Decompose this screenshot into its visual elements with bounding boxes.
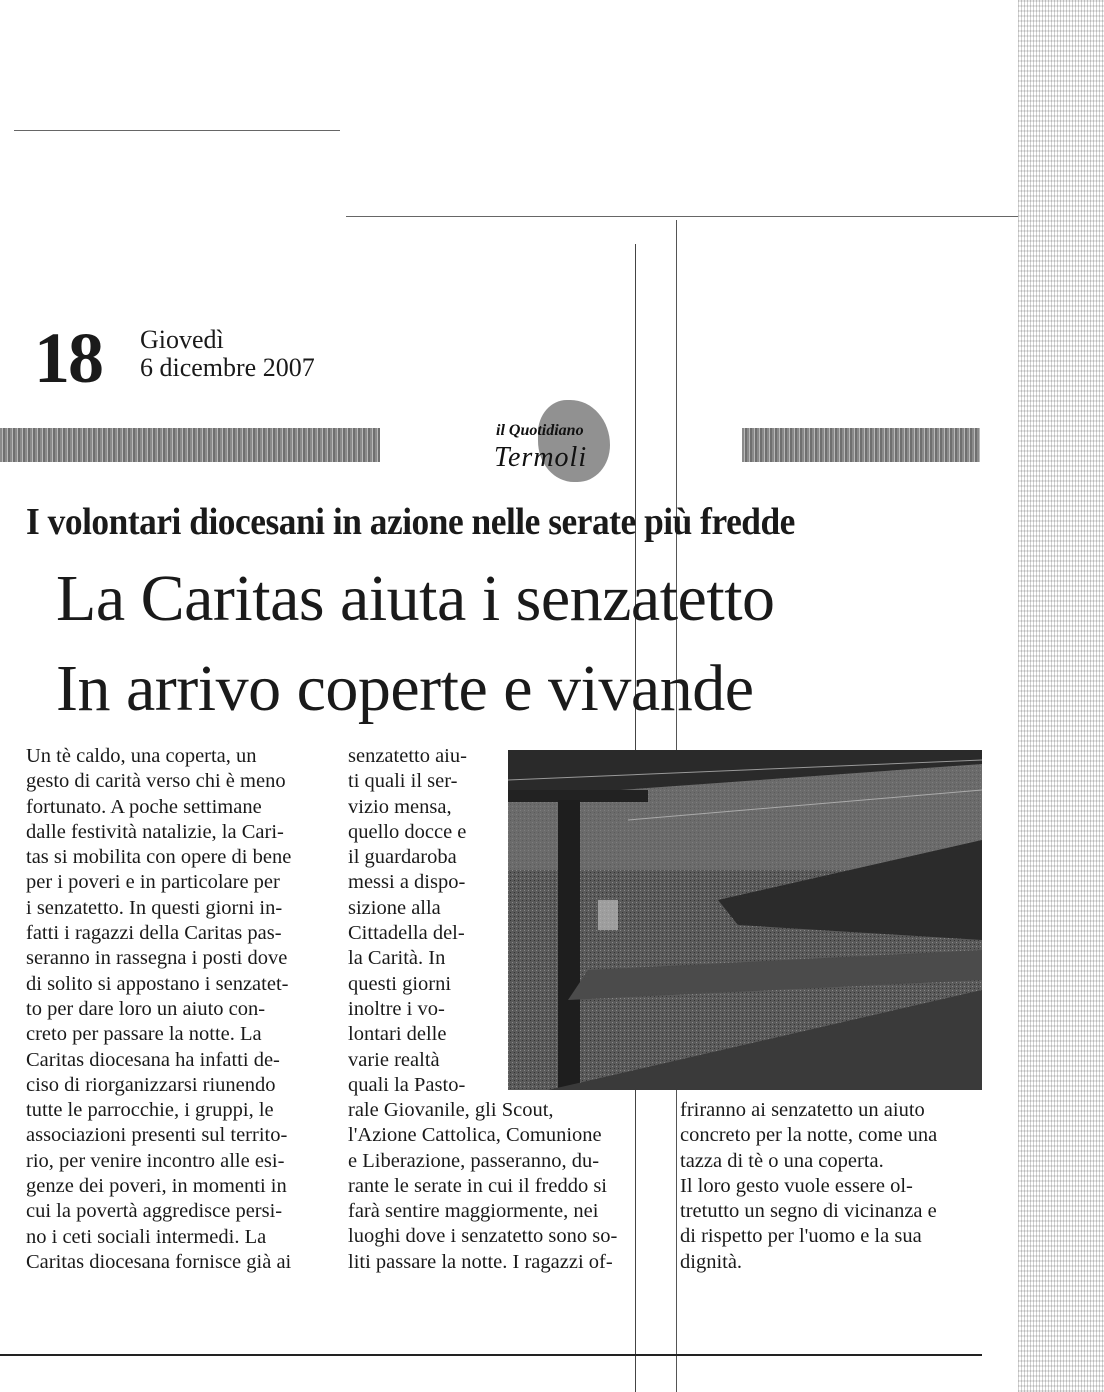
article-line: friranno ai senzatetto un aiuto [680, 1099, 925, 1121]
article-column-1 [26, 744, 326, 1275]
article-column-3 [680, 1098, 980, 1275]
article-line: sizione alla [348, 896, 441, 919]
article-column-2-narrow [348, 744, 498, 1098]
article-line: fatti i ragazzi della Caritas pas- [26, 922, 282, 945]
article-line: questi giorni [348, 972, 452, 995]
article-line: di rispetto per l'uomo e la sua [680, 1225, 922, 1248]
article-line: lontari delle [348, 1023, 447, 1046]
article-line: cui la povertà aggredisce persi- [26, 1200, 283, 1223]
article-line: concreto per la notte, come una [680, 1124, 938, 1147]
article-line: inoltre i vo- [348, 997, 445, 1020]
article-line: rante le serate in cui il freddo si [348, 1174, 607, 1197]
article-line: senzatetto aiu- [348, 745, 467, 767]
article-kicker: I volontari diocesani in azione nelle serate più fredde [26, 501, 795, 543]
article-line: i senzatetto. In questi giorni in- [26, 896, 283, 919]
article-line: luoghi dove i senzatetto sono so- [348, 1225, 618, 1248]
top-rule-right [346, 216, 1018, 217]
section-bar-left [0, 428, 380, 462]
article-headline-line-1: La Caritas aiuta i senzatetto [56, 562, 775, 635]
station-platform-image [508, 750, 982, 1090]
article-line: ciso di riorganizzarsi riunendo [26, 1073, 276, 1096]
article-line: l'Azione Cattolica, Comunione [348, 1124, 602, 1147]
article-line: gesto di carità verso chi è meno [26, 770, 286, 793]
article-line: il guardaroba [348, 846, 457, 869]
article-line: seranno in rassegna i posti dove [26, 947, 288, 970]
article-line: farà sentire maggiormente, nei [348, 1200, 599, 1223]
article-line: varie realtà [348, 1048, 440, 1071]
article-line: Cittadella del- [348, 922, 465, 945]
article-line: di solito si appostano i senzatet- [26, 972, 289, 995]
article-line: vizio mensa, [348, 795, 452, 818]
article-line: Il loro gesto vuole essere ol- [680, 1174, 913, 1197]
article-line: genze dei poveri, in momenti in [26, 1175, 287, 1198]
article-line: associazioni presenti sul territo- [26, 1124, 288, 1147]
newspaper-logo [490, 400, 620, 484]
article-line: dalle festività natalizie, la Cari- [26, 820, 284, 843]
article-line: e Liberazione, passeranno, du- [348, 1149, 600, 1172]
article-line: per i poveri e in particolare per [26, 871, 280, 894]
article-line: dignità. [680, 1250, 743, 1273]
issue-day-month-year: 6 dicembre 2007 [140, 353, 315, 382]
article-line: quello docce e [348, 820, 467, 843]
page-number: 18 [34, 318, 102, 398]
article-line: quali la Pasto- [348, 1073, 466, 1096]
section-bar-right [742, 428, 980, 462]
article-line: rale Giovanile, gli Scout, [348, 1099, 554, 1121]
article-line: no i ceti sociali intermedi. La [26, 1225, 267, 1248]
article-line: la Carità. In [348, 947, 446, 970]
logo-title-main: Termoli [494, 442, 588, 473]
issue-weekday: Giovedì [140, 325, 224, 354]
article-line: liti passare la notte. I ragazzi of- [348, 1250, 613, 1273]
article-line: to per dare loro un aiuto con- [26, 997, 266, 1020]
article-line: tas si mobilita con opere di bene [26, 846, 292, 869]
article-line: tutte le parrocchie, i gruppi, le [26, 1099, 274, 1122]
bottom-rule [0, 1354, 982, 1356]
article-line: Caritas diocesana fornisce già ai [26, 1250, 292, 1273]
article-headline-line-2: In arrivo coperte e vivande [56, 652, 754, 725]
issue-date [140, 326, 315, 382]
article-column-2-wide [348, 1098, 648, 1275]
logo-title-small: il Quotidiano [496, 422, 584, 439]
article-line: tazza di tè o una coperta. [680, 1149, 884, 1172]
article-line: Un tè caldo, una coperta, un [26, 745, 257, 767]
article-line: messi a dispo- [348, 871, 466, 894]
article-line: creto per passare la notte. La [26, 1023, 262, 1046]
article-line: Caritas diocesana ha infatti de- [26, 1048, 280, 1071]
railway-station-photo [508, 750, 982, 1090]
article-line: fortunato. A poche settimane [26, 795, 262, 818]
top-rule-left [14, 130, 340, 131]
article-line: tretutto un segno di vicinanza e [680, 1200, 937, 1223]
article-line: ti quali il ser- [348, 770, 458, 793]
article-line: rio, per venire incontro alle esi- [26, 1149, 285, 1172]
